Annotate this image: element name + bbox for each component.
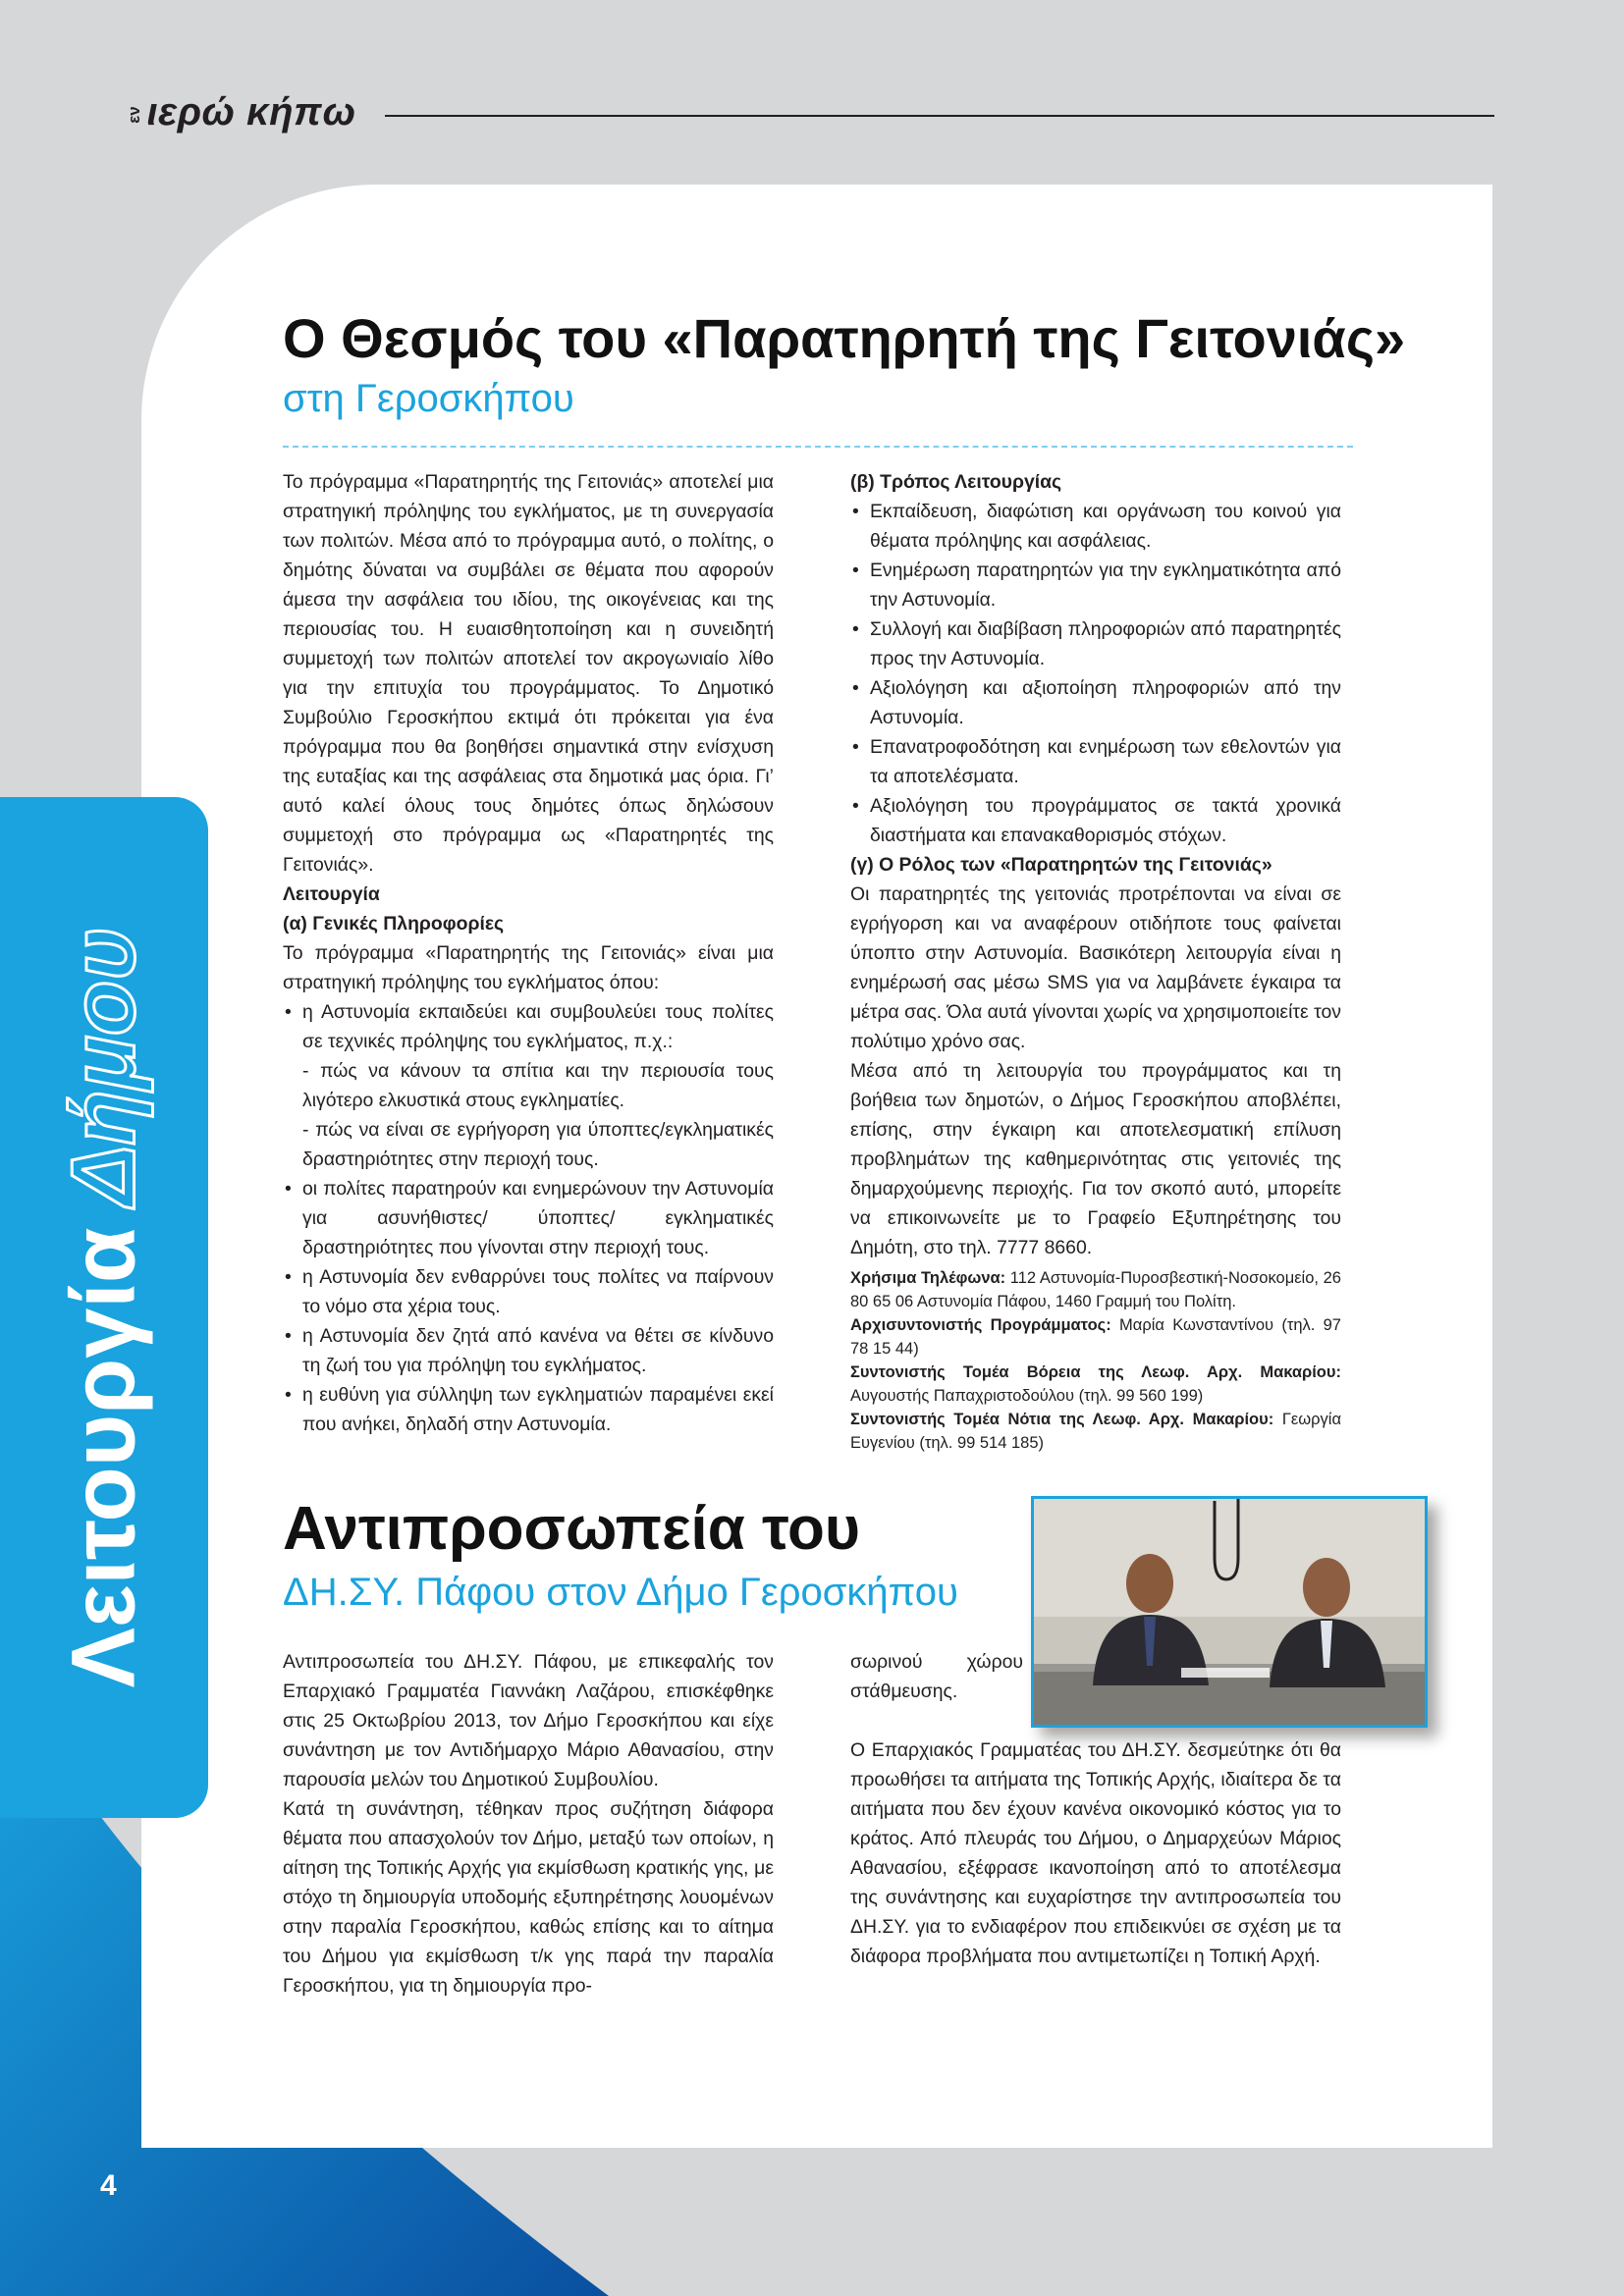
north-coordinator-text: Αυγουστής Παπαχριστοδούλου (τηλ. 99 560 199) <box>850 1387 1204 1405</box>
phones-text: 112 Αστυνομία-Πυροσβεστική-Νοσοκομείο, 26 80 65 06 Αστυνομία Πάφου, 1460 Γραμμή του Πολίτη. <box>850 1269 1341 1310</box>
page-number: 4 <box>100 2169 117 2202</box>
list-item: • Ενημέρωση παρατηρητών για την εγκληματικότητα από την Αστυνομία. <box>850 556 1341 614</box>
list-item <box>283 997 774 1174</box>
article2-column-right <box>850 1647 1341 1971</box>
article1-subtitle: στη Γεροσκήπου <box>283 377 574 420</box>
contacts-block <box>850 1266 1341 1455</box>
operation-list <box>850 497 1341 850</box>
dashed-divider <box>283 446 1353 448</box>
sub-item: - πώς να κάνουν τα σπίτια και την περιουσία τους λιγότερο ελκυστικά στους εγκληματίες. <box>302 1060 774 1111</box>
heading-observer-role: (γ) Ο Ρόλος των «Παρατηρητών της Γειτονιάς» <box>850 854 1272 876</box>
sidebar-label <box>53 927 156 1687</box>
list-item: • οι πολίτες παρατηρούν και ενημερώνουν την Αστυνομία για ασυνήθιστες/ ύποπτες/ εγκληματικές δραστηριότητες που γίνονται στην περιοχή τους. <box>283 1174 774 1262</box>
article2-paragraph-2: Κατά τη συνάντηση, τέθηκαν προς συζήτηση διάφορα θέματα που απασχολούν τον Δήμο, μεταξύ των οποίων, η αίτηση της Τοπικής Αρχής για εκμίσθωση κρατικής γης, με στόχο τη δημιουργία υποδομής εξυπηρέτησης λουομένων στην παραλία Γεροσκήπου, καθώς επίσης και το αίτημα του Δήμου για εκμίσθωση τ/κ γης παρά την παραλία Γεροσκήπου, για τη δημιουργία προ- <box>283 1798 774 1997</box>
list-item: • η ευθύνη για σύλληψη των εγκληματιών παραμένει εκεί που ανήκει, δηλαδή στην Αστυνομία. <box>283 1380 774 1439</box>
phones-label: Χρήσιμα Τηλέφωνα: <box>850 1269 1006 1287</box>
list-item: • Εκπαίδευση, διαφώτιση και οργάνωση του κοινού για θέματα πρόληψης και ασφάλειας. <box>850 497 1341 556</box>
heading-general-info: (α) Γενικές Πληροφορίες <box>283 913 505 934</box>
masthead-title: ιερώ κήπω <box>146 90 356 133</box>
article1-title: Ο Θεσμός του «Παρατηρητή της Γειτονιάς» <box>283 307 1406 369</box>
list-item: • Συλλογή και διαβίβαση πληροφοριών από παρατηρητές προς την Αστυνομία. <box>850 614 1341 673</box>
article2-paragraph-4: Ο Επαρχιακός Γραμματέας του ΔΗ.ΣΥ. δεσμεύτηκε ότι θα προωθήσει τα αιτήματα της Τοπικής Αρχής, ιδιαίτερα δε τα αιτήματα που δεν έχουν κανένα οικονομικό κόστος για το κράτος. Από πλευράς του Δήμου, ο Δημαρχεύων Μάριος Αθανασίου, εξέφρασε ικανοποίηση από το αποτέλεσμα της συνάντησης και ευχαρίστησε την αντιπροσωπεία του ΔΗ.ΣΥ. για το ενδιαφέρον που επιδεικνύει σε σχέση με τα διάφορα προβλήματα που αντιμετωπίζει η Τοπική Αρχή. <box>850 1739 1341 1967</box>
sidebar-word-2: Δήμου <box>53 927 154 1206</box>
observer-role-text-2: Μέσα από τη λειτουργία του προγράμματος και τη βοήθεια των δημοτών, ο Δήμος Γεροσκήπου αποβλέπει, επίσης, στην έγκαιρη και αποτελεσματική επίλυση προβλημάτων της καθημερινότητας στις γειτονιές της δημαρχούμενης περιοχής. Για τον σκοπό αυτό, μπορείτε να επικοινωνείτε με το Γραφείο Εξυπηρέτησης του Δημότη, στο τηλ. 7777 8660. <box>850 1060 1341 1258</box>
sidebar-word-1: Λειτουργία <box>53 1227 154 1688</box>
masthead-prefix: εν <box>124 106 143 124</box>
general-info-list <box>283 997 774 1439</box>
article1-column-left <box>283 467 774 1439</box>
coordinator-label: Αρχισυντονιστής Προγράμματος: <box>850 1316 1111 1334</box>
coordinator-text: Μαρία Κωνσταντίνου (τηλ. 97 78 15 44) <box>850 1316 1341 1358</box>
list-item: • Επανατροφοδότηση και ενημέρωση των εθελοντών για τα αποτελέσματα. <box>850 732 1341 791</box>
masthead-rule <box>385 115 1494 117</box>
section-sidebar <box>0 797 208 1818</box>
observer-role-text-1: Οι παρατηρητές της γειτονιάς προτρέπονται να είναι σε εγρήγορση και να αναφέρουν οτιδήποτε τους φαίνεται ύποπτο στην Αστυνομία. Βασικότερη λειτουργία είναι η ενημέρωσή σας μέσω SMS για να λαμβάνετε έγκαιρα τα μέτρα σας. Όλα αυτά γίνονται χωρίς να χρησιμοποιείτε τον πολύτιμο χρόνο σας. <box>850 883 1341 1052</box>
sub-item: - πώς να είναι σε εγρήγορση για ύποπτες/εγκληματικές δραστηριότητες στην περιοχή τους. <box>302 1119 774 1170</box>
masthead <box>126 90 356 134</box>
article2-subtitle: ΔΗ.ΣΥ. Πάφου στον Δήμο Γεροσκήπου <box>283 1571 958 1614</box>
article2-paragraph-1: Αντιπροσωπεία του ΔΗ.ΣΥ. Πάφου, με επικεφαλής τον Επαρχιακό Γραμματέα Γιαννάκη Λαζάρου, επισκέφθηκε στις 25 Οκτωβρίου 2013, τον Δήμο Γεροσκήπου και είχε συνάντηση με τον Αντιδήμαρχο Μάριο Αθανασίου, στην παρουσία μελών του Δημοτικού Συμβουλίου. <box>283 1651 774 1790</box>
heading-leitourgia: Λειτουργία <box>283 883 380 905</box>
list-item-text: η Αστυνομία εκπαιδεύει και συμβουλεύει τους πολίτες σε τεχνικές πρόληψης του εγκλήματος, π.χ.: <box>302 1001 774 1052</box>
heading-operation-mode: (β) Τρόπος Λειτουργίας <box>850 471 1062 493</box>
list-item: • η Αστυνομία δεν ζητά από κανένα να θέτει σε κίνδυνο τη ζωή του για πρόληψη του εγκλήματος. <box>283 1321 774 1380</box>
general-info-text: Το πρόγραμμα «Παρατηρητής της Γειτονιάς» είναι μια στρατηγική πρόληψης του εγκλήματος όπου: <box>283 942 774 993</box>
south-coordinator-text: Γεωργία Ευγενίου (τηλ. 99 514 185) <box>850 1411 1341 1452</box>
article2-paragraph-3: σωρινού χώρου στάθμευσης. <box>850 1651 1023 1702</box>
article2-title: Αντιπροσωπεία του <box>283 1495 860 1563</box>
article2-column-left <box>283 1647 774 2001</box>
list-item: • Αξιολόγηση του προγράμματος σε τακτά χρονικά διαστήματα και επανακαθορισμός στόχων. <box>850 791 1341 850</box>
list-item: • η Αστυνομία δεν ενθαρρύνει τους πολίτες να παίρνουν το νόμο στα χέρια τους. <box>283 1262 774 1321</box>
south-coordinator-label: Συντονιστής Τομέα Νότια της Λεωφ. Αρχ. Μακαρίου: <box>850 1411 1274 1428</box>
north-coordinator-label: Συντονιστής Τομέα Βόρεια της Λεωφ. Αρχ. Μακαρίου: <box>850 1363 1341 1381</box>
article1-intro: Το πρόγραμμα «Παρατηρητής της Γειτονιάς» αποτελεί μια στρατηγική πρόληψης του εγκλήματος, με τη συνεργασία των πολιτών. Μέσα από το πρόγραμμα αυτό, ο πολίτης, ο δημότης δύναται να συμβάλει σε θέματα που αφορούν άμεσα την ασφάλεια του ιδίου, της οικογένειας και της περιουσίας του. Η ευαισθητοποίηση και η συνειδητή συμμετοχή των πολιτών αποτελεί τον ακρογωνιαίο λίθο για την επιτυχία του προγράμματος. Το Δημοτικό Συμβούλιο Γεροσκήπου εκτιμά ότι πρόκειται για ένα πρόγραμμα που θα βοηθήσει σημαντικά στην ενίσχυση της ευταξίας και της ασφάλειας στα δημοτικά μας όρια. Γι’ αυτό καλεί όλους τους δημότες όπως δηλώσουν συμμετοχή στο πρόγραμμα ως «Παρατηρητές της Γειτονιάς». <box>283 471 774 876</box>
list-item: • Αξιολόγηση και αξιοποίηση πληροφοριών από την Αστυνομία. <box>850 673 1341 732</box>
article1-column-right <box>850 467 1341 1455</box>
